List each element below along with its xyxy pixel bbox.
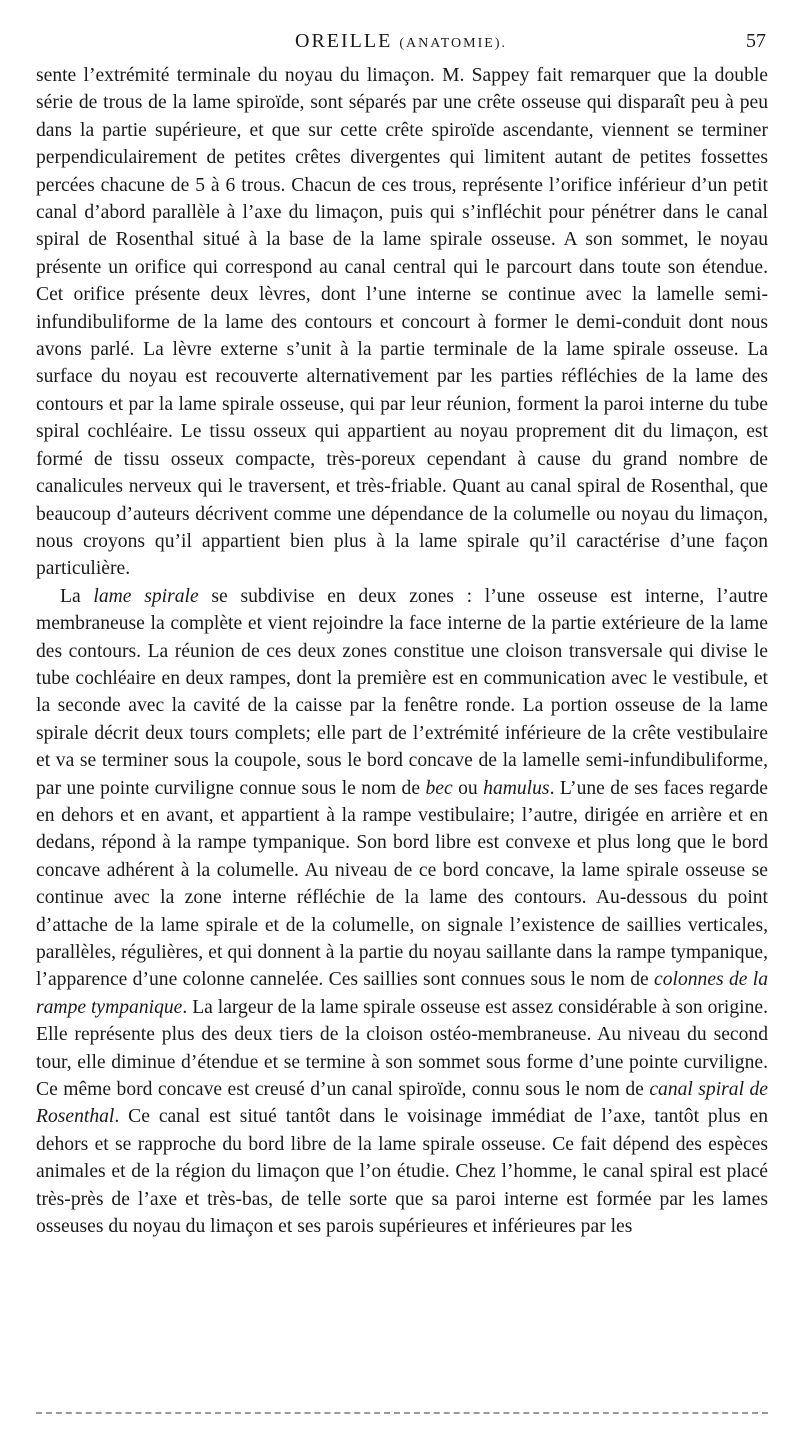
page-bottom-dashes <box>36 1412 768 1414</box>
running-head-main: OREILLE <box>295 30 393 52</box>
para2-lead: La <box>60 585 94 607</box>
term-lame-spirale: lame spirale <box>93 585 199 607</box>
running-head-title <box>36 30 766 53</box>
term-hamulus: hamulus <box>483 777 550 799</box>
para2-part2: . L’une de ses faces regarde en dehors et en avant, et appartient à la rampe vestibulaire; l’autre, dirigée en arrière et en dedans, répond à la rampe tympanique. Son bord libre est convexe et plus long que le bord concave adhérent à la columelle. Au niveau de ce bord concave, la lame spirale osseuse se continue avec la zone interne réfléchie de la lame des contours. Au-dessous du point d’attache de la lame spirale et de la columelle, on signale l’existence de saillies verticales, parallèles, régulières, et qui donnent à la partie du noyau saillante dans la rampe tympanique, l’apparence d’une colonne cannelée. Ces saillies sont connues sous le nom de <box>36 777 769 991</box>
running-head <box>36 30 766 60</box>
term-colonnes: colonnes de la rampe tympanique <box>36 969 768 1018</box>
paragraph-2 <box>36 583 768 1241</box>
paragraph-1: sente l’extrémité terminale du noyau du limaçon. M. Sappey fait remarquer que la double série de trous de la lame spiroïde, sont séparés par une crête osseuse qui disparaît peu à peu dans la partie supérieure, et que sur cette crête spiroïde ascendante, viennent se terminer perpendiculairement de petites crêtes divergentes qui limitent autant de petites fossettes percées chacune de 5 à 6 trous. Chacun de ces trous, représente l’orifice inférieur d’un petit canal d’abord parallèle à l’axe du limaçon, puis qui s’infléchit pour pénétrer dans le canal spiral de Rosenthal situé à la base de la lame spirale osseuse. A son sommet, le noyau présente un orifice qui correspond au canal central qui le parcourt dans toute son étendue. Cet orifice présente deux lèvres, dont l’une interne se continue avec la lamelle semi-infundibuliforme de la lame des contours et concourt à former le demi-conduit dont nous avons parlé. La lèvre externe s’unit à la partie terminale de la lame spirale osseuse. La surface du noyau est recouverte alternativement par les parties réfléchies de la lame des contours et par la lame spirale osseuse, qui par leur réunion, forment la paroi interne du tube spiral cochléaire. Le tissu osseux qui appartient au noyau proprement dit du limaçon, est formé de tissu osseux compacte, très-poreux cependant à cause du grand nombre de canalicules nerveux qui le traversent, et très-friable. Quant au canal spiral de Rosenthal, que beaucoup d’auteurs décrivent comme une dépendance de la columelle ou noyau du limaçon, nous croyons qu’il appartient bien plus à la lame spirale qu’il caractérise d’une façon particulière. <box>36 65 768 580</box>
body-text <box>36 62 768 1240</box>
term-canal-spiral: canal spiral de Rosenthal <box>36 1079 768 1128</box>
running-head-sub: (ANATOMIE). <box>399 36 507 51</box>
page-number: 57 <box>746 30 766 52</box>
para2-part3: . La largeur de la lame spirale osseuse est assez considérable à son origine. Elle représente plus des deux tiers de la cloison ostéo-membraneuse. Au niveau du second tour, elle diminue d’étendue et se termine à son sommet sous forme d’une pointe curviligne. Ce même bord concave est creusé d’un canal spiroïde, connu sous le nom de <box>36 996 768 1101</box>
para2-part1: se subdivise en deux zones : l’une osseuse est interne, l’autre membraneuse la complète et vient rejoindre la face interne de la partie extérieure de la lame des contours. La réunion de ces deux zones constitue une cloison transversale qui divise le tube cochléaire en deux rampes, dont la première est en communication avec le vestibule, et la seconde avec la cavité de la caisse par la fenêtre ronde. La portion osseuse de la lame spirale décrit deux tours complets; elle part de l’extrémité inférieure de la crête vestibulaire et va se terminer sous la coupole, sous le bord concave de la lamelle semi-infundibuliforme, par une pointe curviligne connue sous le nom de <box>36 585 768 799</box>
para2-part4: . Ce canal est situé tantôt dans le voisinage immédiat de l’axe, tantôt plus en dehors et se rapproche du bord libre de la lame spirale osseuse. Ce fait dépend des espèces animales et de la région du limaçon que l’on étudie. Chez l’homme, le canal spiral est placé très-près de l’axe et très-bas, de telle sorte que sa paroi interne est formée par les lames osseuses du noyau du limaçon et ses parois supérieures et inférieures par les <box>36 1106 768 1238</box>
para2-or: ou <box>452 777 484 799</box>
term-bec: bec <box>425 777 453 799</box>
